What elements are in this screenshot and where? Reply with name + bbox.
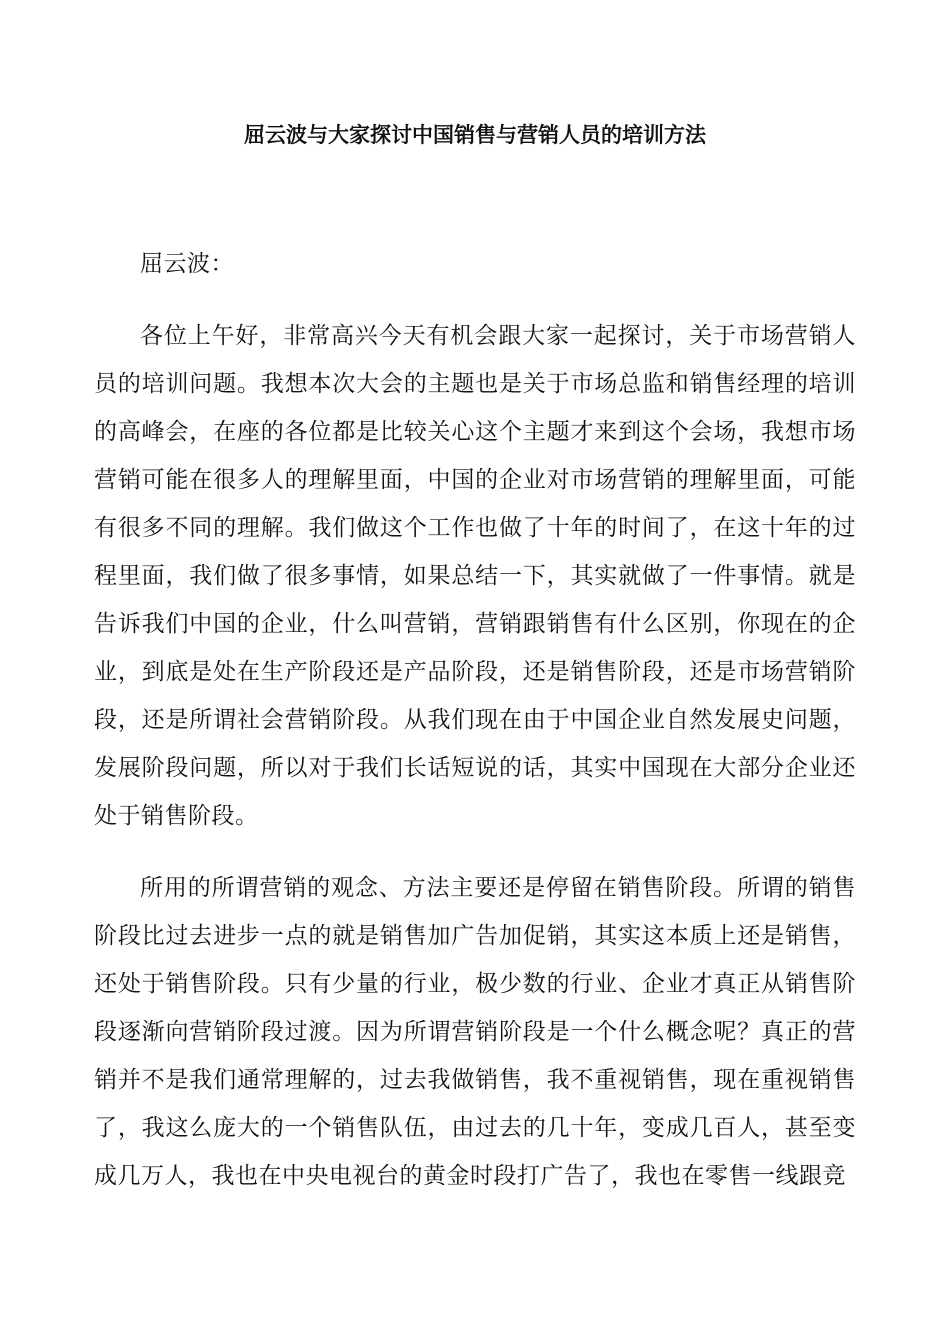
paragraph-2: 所用的所谓营销的观念、方法主要还是停留在销售阶段。所谓的销售阶段比过去进步一点的就是销售加广告加促销，其实这本质上还是销售，还处于销售阶段。只有少量的行业，极少数的行业、企业才真正从销售阶段逐渐向营销阶段过渡。因为所谓营销阶段是一个什么概念呢？真正的营销并不是我们通常理解的，过去我做销售，我不重视销售，现在重视销售了，我这么庞大的一个销售队伍，由过去的几十年，变成几百人，甚至变成几万人，我也在中央电视台的黄金时段打广告了，我也在零售一线跟竞 bbox=[94, 875, 856, 1189]
document-body bbox=[94, 240, 856, 1200]
speaker-label: 屈云波： bbox=[140, 251, 234, 277]
paragraph-1: 各位上午好，非常高兴今天有机会跟大家一起探讨，关于市场营销人员的培训问题。我想本次大会的主题也是关于市场总监和销售经理的培训的高峰会，在座的各位都是比较关心这个主题才来到这个会场，我想市场营销可能在很多人的理解里面，中国的企业对市场营销的理解里面，可能有很多不同的理解。我们做这个工作也做了十年的时间了，在这十年的过程里面，我们做了很多事情，如果总结一下，其实就做了一件事情。就是告诉我们中国的企业，什么叫营销，营销跟销售有什么区别，你现在的企业，到底是处在生产阶段还是产品阶段，还是销售阶段，还是市场营销阶段，还是所谓社会营销阶段。从我们现在由于中国企业自然发展史问题，发展阶段问题，所以对于我们长话短说的话，其实中国现在大部分企业还处于销售阶段。 bbox=[94, 323, 856, 829]
document-title: 屈云波与大家探讨中国销售与营销人员的培训方法 bbox=[244, 122, 706, 147]
